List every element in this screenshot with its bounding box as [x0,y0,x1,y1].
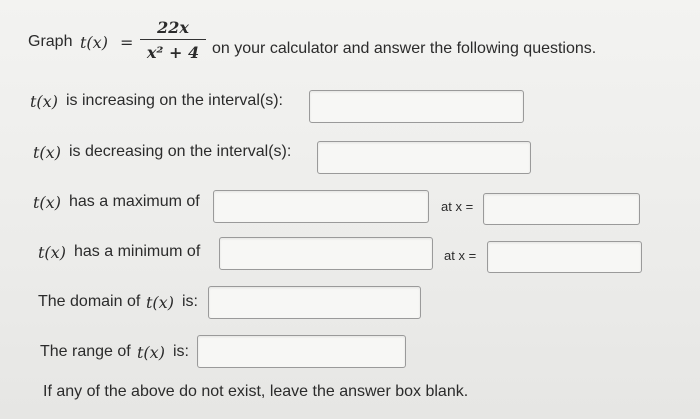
row-minimum-label: has a minimum of [74,243,201,260]
decreasing-interval-input[interactable] [317,141,531,174]
row-decreasing-func: t(x) [33,143,61,162]
fraction [140,18,206,62]
range-func: t(x) [137,343,165,362]
maximum-at-x-label: at x = [441,199,474,214]
row-increasing-label: is increasing on the interval(s): [66,92,283,109]
minimum-x-input[interactable] [487,241,642,273]
row-maximum-func: t(x) [33,193,61,212]
footer-note: If any of the above do not exist, leave the answer box blank. [43,383,469,400]
row-increasing-func: t(x) [30,92,58,111]
row-minimum-func: t(x) [38,243,66,262]
maximum-x-input[interactable] [483,193,640,225]
domain-label: is: [182,293,198,310]
increasing-interval-input[interactable] [309,90,524,123]
domain-prefix: The domain of [38,293,141,310]
maximum-value-input[interactable] [213,190,429,223]
function-name: t(x) [80,33,108,52]
domain-func: t(x) [146,293,174,312]
instruction-text: on your calculator and answer the following questions. [212,40,597,57]
range-prefix: The range of [40,343,131,360]
equals-sign: = [120,33,134,52]
range-input[interactable] [197,335,406,368]
domain-input[interactable] [208,286,421,319]
minimum-at-x-label: at x = [444,248,477,263]
row-decreasing-label: is decreasing on the interval(s): [69,143,292,160]
fraction-numerator: 22x [157,18,189,37]
graph-prefix: Graph [28,33,73,50]
fraction-denominator: x² + 4 [146,43,200,62]
row-maximum-label: has a maximum of [69,193,200,210]
minimum-value-input[interactable] [219,237,433,270]
range-label: is: [173,343,189,360]
